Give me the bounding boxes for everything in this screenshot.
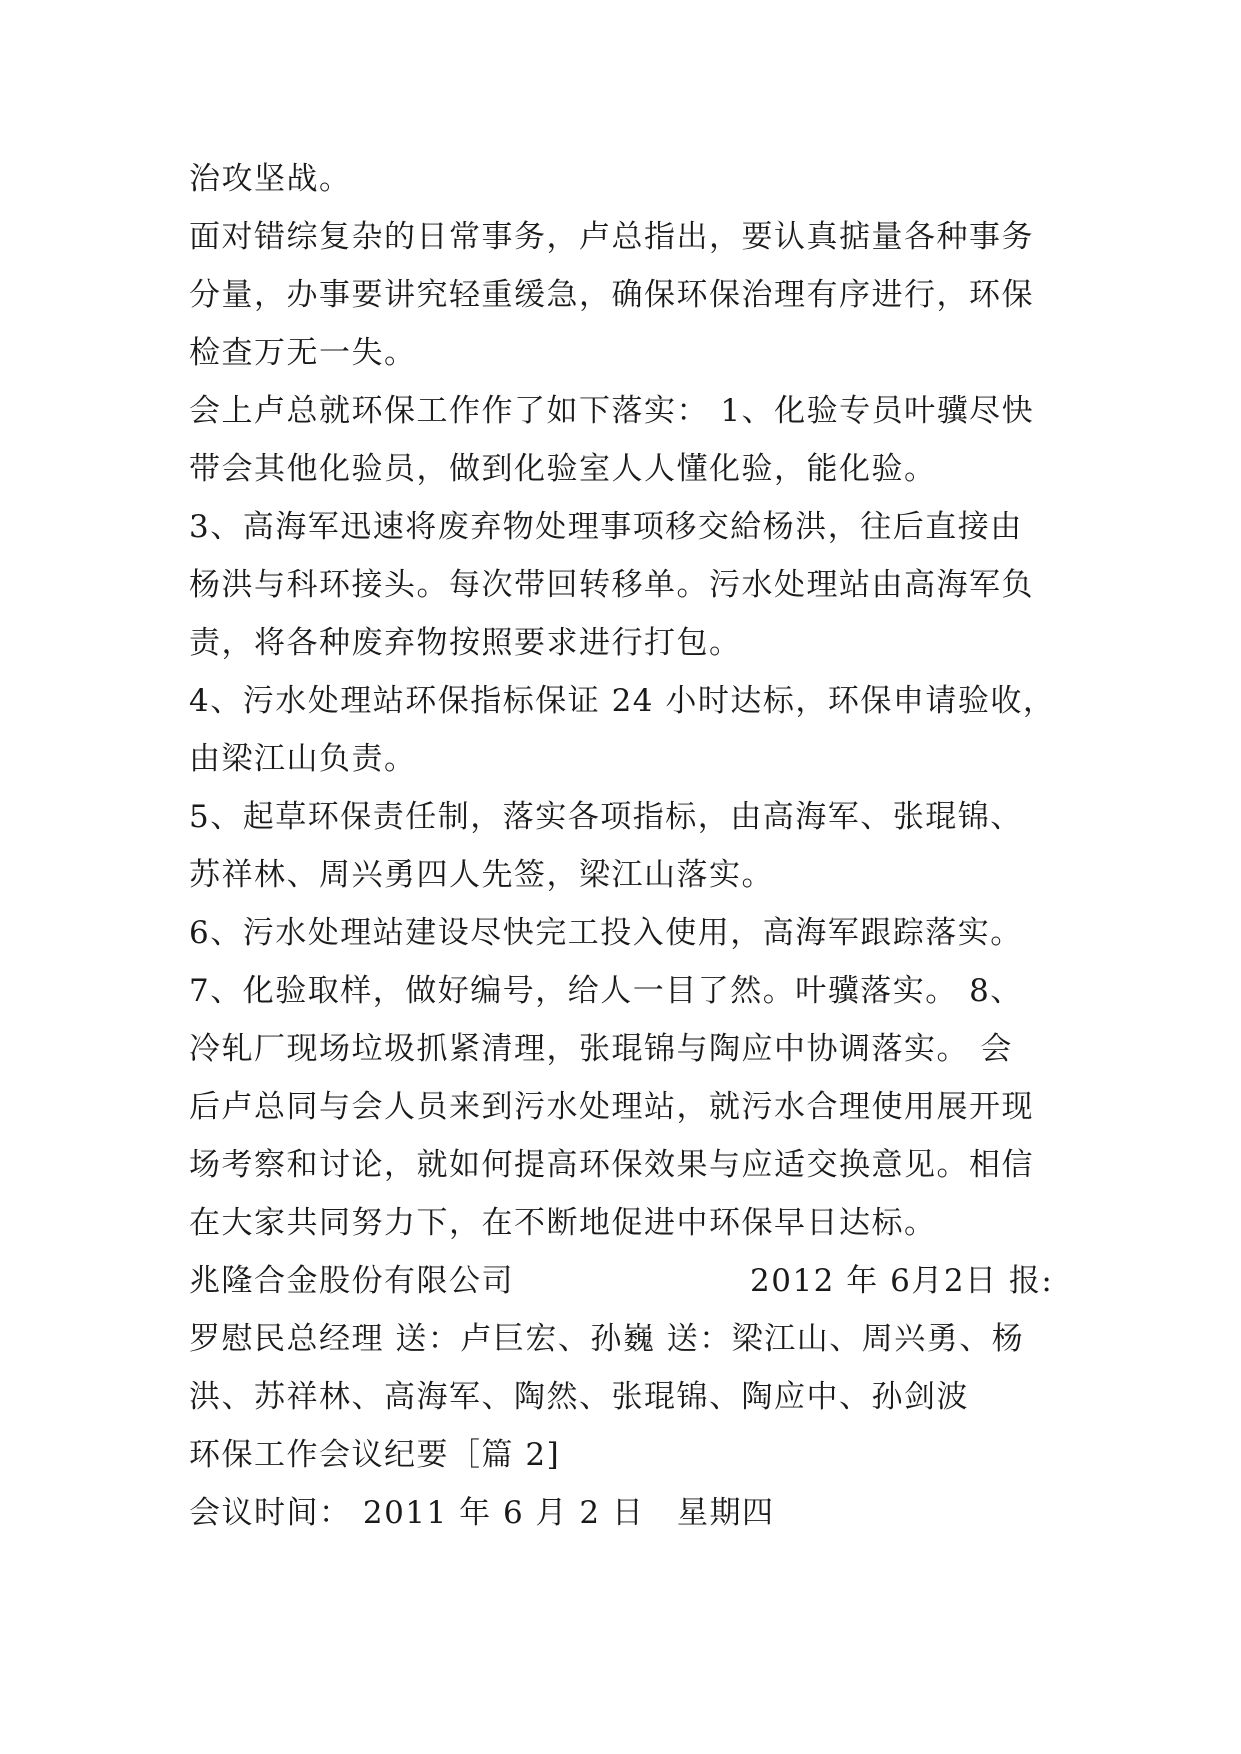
document-date: 2012 年 6月2日 报: [750,1263,1054,1299]
paragraph-line: 苏祥林、周兴勇四人先签，梁江山落实。 [189,857,774,893]
company-name: 兆隆合金股份有限公司 [189,1263,514,1299]
paragraph-line: 6、污水处理站建设尽快完工投入使用，高海军跟踪落实。 [189,915,1023,951]
paragraph-line: 会上卢总就环保工作作了如下落实： 1、化验专员叶骥尽快 [189,393,1035,429]
paragraph-line: 治攻坚战。 [189,161,352,197]
paragraph-line: 面对错综复杂的日常事务，卢总指出，要认真掂量各种事务 [189,219,1034,255]
paragraph-line: 责，将各种废弃物按照要求进行打包。 [189,625,742,661]
paragraph-line: 后卢总同与会人员来到污水处理站，就污水合理使用展开现 [189,1089,1034,1125]
paragraph-line: 冷轧厂现场垃圾抓紧清理，张琨锦与陶应中协调落实。 会 [189,1031,1013,1067]
paragraph-line: 场考察和讨论，就如何提高环保效果与应适交换意见。相信 [189,1147,1034,1183]
paragraph-line: 5、起草环保责任制，落实各项指标，由高海军、张琨锦、 [189,799,1023,835]
paragraph-line: 检查万无一失。 [189,335,417,371]
paragraph-line: 7、化验取样，做好编号，给人一目了然。叶骥落实。 8、 [189,973,1023,1009]
paragraph-line: 带会其他化验员，做到化验室人人懂化验，能化验。 [189,451,937,487]
document-body [189,150,1069,1542]
distribution-line: 洪、苏祥林、高海军、陶然、张琨锦、陶应中、孙剑波 [189,1379,969,1415]
paragraph-line: 4、污水处理站环保指标保证 24 小时达标，环保申请验收， [189,683,1056,719]
paragraph-line: 在大家共同努力下，在不断地促进中环保早日达标。 [189,1205,937,1241]
signature-line [189,1252,1069,1310]
section-title: 环保工作会议纪要［篇 2] [189,1437,561,1473]
paragraph-line: 由梁江山负责。 [189,741,417,777]
paragraph-line: 杨洪与科环接头。每次带回转移单。污水处理站由高海军负 [189,567,1034,603]
paragraph-line: 3、高海军迅速将废弃物处理事项移交給杨洪，往后直接由 [189,509,1023,545]
meeting-time: 会议时间： 2011 年 6 月 2 日 星期四 [189,1495,775,1531]
distribution-line: 罗慰民总经理 送：卢巨宏、孙巍 送：梁江山、周兴勇、杨 [189,1321,1025,1357]
paragraph-line: 分量，办事要讲究轻重缓急，确保环保治理有序进行，环保 [189,277,1034,313]
